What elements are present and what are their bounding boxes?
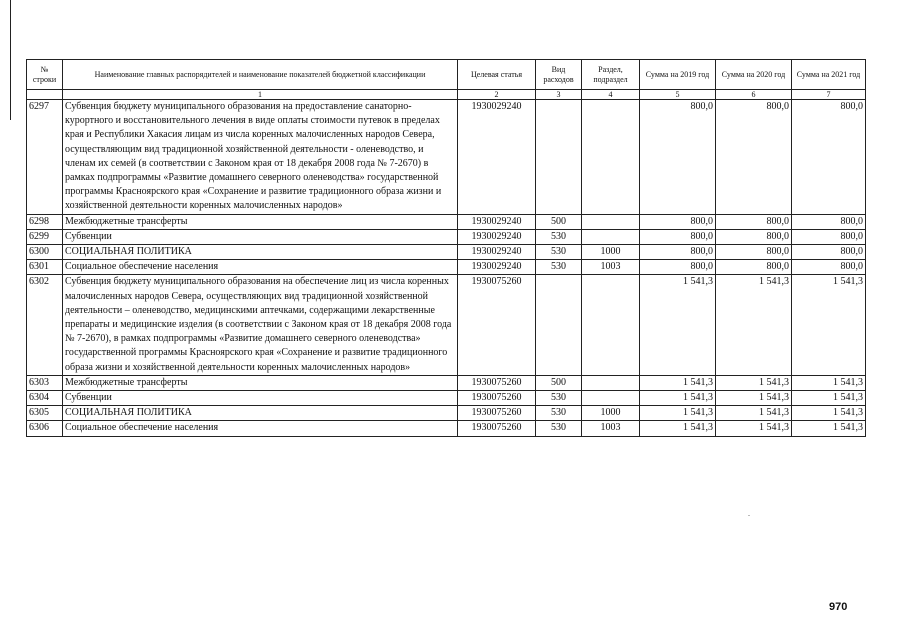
- row-sum-2021: 800,0: [792, 245, 866, 260]
- row-expense-type: [536, 275, 582, 375]
- row-sum-2019: 800,0: [640, 229, 716, 244]
- row-sum-2019: 1 541,3: [640, 421, 716, 436]
- page-number: 970: [829, 601, 848, 613]
- header-expense-type: Вид расходов: [536, 60, 582, 90]
- row-section: [582, 375, 640, 390]
- row-sum-2019: 800,0: [640, 100, 716, 215]
- row-section: [582, 214, 640, 229]
- row-sum-2019: 1 541,3: [640, 406, 716, 421]
- row-sum-2019: 800,0: [640, 245, 716, 260]
- row-expense-type: 530: [536, 229, 582, 244]
- row-name: Межбюджетные трансферты: [63, 375, 458, 390]
- page-edge-line: [10, 0, 11, 120]
- row-target-article: 1930075260: [458, 406, 536, 421]
- row-name: СОЦИАЛЬНАЯ ПОЛИТИКА: [63, 406, 458, 421]
- row-sum-2020: 800,0: [716, 229, 792, 244]
- row-sum-2020: 1 541,3: [716, 421, 792, 436]
- table-row: [27, 275, 866, 375]
- row-expense-type: 530: [536, 245, 582, 260]
- table-row: [27, 229, 866, 244]
- column-number: 7: [792, 90, 866, 100]
- row-number: 6303: [27, 375, 63, 390]
- row-target-article: 1930075260: [458, 421, 536, 436]
- row-sum-2021: 800,0: [792, 214, 866, 229]
- row-sum-2020: 800,0: [716, 100, 792, 215]
- table-row: [27, 421, 866, 436]
- header-sum-2019: Сумма на 2019 год: [640, 60, 716, 90]
- row-sum-2021: 1 541,3: [792, 406, 866, 421]
- row-expense-type: [536, 100, 582, 215]
- row-target-article: 1930029240: [458, 214, 536, 229]
- row-name: Социальное обеспечение населения: [63, 260, 458, 275]
- row-sum-2021: 800,0: [792, 260, 866, 275]
- column-number: [27, 90, 63, 100]
- header-target-article: Целевая статья: [458, 60, 536, 90]
- row-sum-2020: 1 541,3: [716, 391, 792, 406]
- table-row: [27, 391, 866, 406]
- header-section: Раздел, подраздел: [582, 60, 640, 90]
- row-name: Субвенции: [63, 391, 458, 406]
- table-row: [27, 260, 866, 275]
- row-sum-2021: 1 541,3: [792, 421, 866, 436]
- row-section: [582, 229, 640, 244]
- row-sum-2019: 800,0: [640, 214, 716, 229]
- table-row: [27, 245, 866, 260]
- row-section: [582, 275, 640, 375]
- row-section: 1000: [582, 245, 640, 260]
- column-number: 1: [63, 90, 458, 100]
- row-sum-2020: 1 541,3: [716, 375, 792, 390]
- row-target-article: 1930029240: [458, 100, 536, 215]
- row-section: 1000: [582, 406, 640, 421]
- row-section: [582, 391, 640, 406]
- row-number: 6306: [27, 421, 63, 436]
- column-number: 2: [458, 90, 536, 100]
- table-row: [27, 406, 866, 421]
- table-row: [27, 375, 866, 390]
- row-number: 6305: [27, 406, 63, 421]
- row-sum-2019: 1 541,3: [640, 391, 716, 406]
- header-sum-2021: Сумма на 2021 год: [792, 60, 866, 90]
- row-name: СОЦИАЛЬНАЯ ПОЛИТИКА: [63, 245, 458, 260]
- row-number: 6299: [27, 229, 63, 244]
- row-sum-2021: 800,0: [792, 229, 866, 244]
- row-expense-type: 530: [536, 406, 582, 421]
- row-target-article: 1930029240: [458, 245, 536, 260]
- row-number: 6304: [27, 391, 63, 406]
- row-sum-2020: 1 541,3: [716, 275, 792, 375]
- row-number: 6298: [27, 214, 63, 229]
- row-expense-type: 530: [536, 391, 582, 406]
- row-name: Субвенция бюджету муниципального образования на обеспечение лиц из числа коренных малочисленных народов Севера, осуществляющих вид традиционной хозяйственной деятельности – оленеводство, медицинскими аптечками, содержащими лекарственные препараты и медицинские изделия (в соответствии с Законом края от 18 декабря 2008 года № 7-2670), в рамках подпрограммы «Развитие домашнего северного оленеводства» государственной программы Красноярского края «Сохранение и развитие традиционного образа жизни и хозяйственной деятельности коренных малочисленных народов»: [63, 275, 458, 375]
- row-name: Социальное обеспечение населения: [63, 421, 458, 436]
- header-row-number: № строки: [27, 60, 63, 90]
- row-sum-2021: 800,0: [792, 100, 866, 215]
- row-sum-2020: 800,0: [716, 260, 792, 275]
- row-sum-2020: 800,0: [716, 214, 792, 229]
- row-target-article: 1930075260: [458, 391, 536, 406]
- column-number: 6: [716, 90, 792, 100]
- row-sum-2021: 1 541,3: [792, 375, 866, 390]
- row-target-article: 1930075260: [458, 275, 536, 375]
- row-section: 1003: [582, 421, 640, 436]
- row-section: [582, 100, 640, 215]
- row-number: 6300: [27, 245, 63, 260]
- row-sum-2020: 1 541,3: [716, 406, 792, 421]
- table-row: [27, 100, 866, 215]
- row-sum-2020: 800,0: [716, 245, 792, 260]
- row-expense-type: 530: [536, 260, 582, 275]
- budget-table: [26, 59, 866, 437]
- row-sum-2021: 1 541,3: [792, 391, 866, 406]
- column-number: 5: [640, 90, 716, 100]
- row-sum-2021: 1 541,3: [792, 275, 866, 375]
- row-sum-2019: 800,0: [640, 260, 716, 275]
- row-number: 6301: [27, 260, 63, 275]
- row-number: 6302: [27, 275, 63, 375]
- row-section: 1003: [582, 260, 640, 275]
- column-number: 4: [582, 90, 640, 100]
- column-number: 3: [536, 90, 582, 100]
- header-name: Наименование главных распорядителей и наименование показателей бюджетной классификации: [63, 60, 458, 90]
- row-number: 6297: [27, 100, 63, 215]
- row-name: Субвенция бюджету муниципального образования на предоставление санаторно-курортного и восстановительного лечения в виде оплаты стоимости путевок в пределах края и Республики Хакасия лицам из числа коренных малочисленных народов Севера, осуществляющим вид традиционной хозяйственной деятельности - оленеводство, и членам их семей (в соответствии с Законом края от 18 декабря 2008 года № 7-2670) в рамках подпрограммы «Развитие домашнего северного оленеводства» государственной программы Красноярского края «Сохранение и развитие традиционного образа жизни и хозяйственной деятельности коренных малочисленных народов»: [63, 100, 458, 215]
- row-target-article: 1930029240: [458, 260, 536, 275]
- table-row: [27, 214, 866, 229]
- row-name: Межбюджетные трансферты: [63, 214, 458, 229]
- row-target-article: 1930029240: [458, 229, 536, 244]
- row-sum-2019: 1 541,3: [640, 375, 716, 390]
- row-expense-type: 500: [536, 214, 582, 229]
- header-sum-2020: Сумма на 2020 год: [716, 60, 792, 90]
- row-target-article: 1930075260: [458, 375, 536, 390]
- scan-speck: [748, 515, 750, 516]
- table-header-row: [27, 60, 866, 90]
- row-expense-type: 530: [536, 421, 582, 436]
- row-expense-type: 500: [536, 375, 582, 390]
- row-name: Субвенции: [63, 229, 458, 244]
- row-sum-2019: 1 541,3: [640, 275, 716, 375]
- column-number-row: [27, 90, 866, 100]
